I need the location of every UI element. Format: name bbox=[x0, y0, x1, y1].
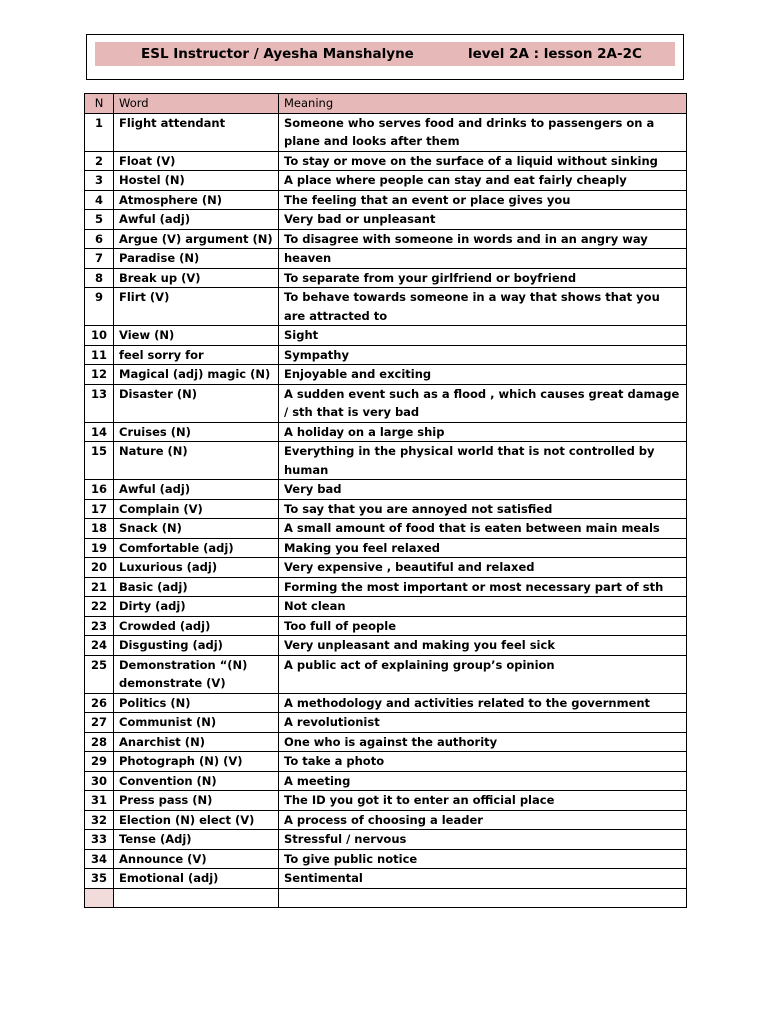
row-meaning: Stressful / nervous bbox=[279, 830, 687, 850]
row-word: Argue (V) argument (N) bbox=[114, 229, 279, 249]
row-meaning: The feeling that an event or place gives you bbox=[279, 190, 687, 210]
table-row bbox=[85, 171, 687, 191]
row-number: 18 bbox=[85, 519, 114, 539]
row-number: 26 bbox=[85, 693, 114, 713]
row-number: 11 bbox=[85, 345, 114, 365]
table-row bbox=[85, 713, 687, 733]
table-row bbox=[85, 384, 687, 422]
row-number: 9 bbox=[85, 288, 114, 326]
table-row bbox=[85, 480, 687, 500]
column-header-n: N bbox=[85, 94, 114, 114]
row-word: Awful (adj) bbox=[114, 480, 279, 500]
table-row bbox=[85, 345, 687, 365]
table-row bbox=[85, 577, 687, 597]
row-word: Paradise (N) bbox=[114, 249, 279, 269]
row-meaning: A place where people can stay and eat fairly cheaply bbox=[279, 171, 687, 191]
row-word: Photograph (N) (V) bbox=[114, 752, 279, 772]
table-row bbox=[85, 771, 687, 791]
row-meaning: To give public notice bbox=[279, 849, 687, 869]
table-row bbox=[85, 752, 687, 772]
empty-n bbox=[85, 888, 114, 908]
table-row bbox=[85, 597, 687, 617]
table-row bbox=[85, 288, 687, 326]
row-number: 5 bbox=[85, 210, 114, 230]
row-word: View (N) bbox=[114, 326, 279, 346]
row-word: Disgusting (adj) bbox=[114, 636, 279, 656]
row-word: Politics (N) bbox=[114, 693, 279, 713]
row-word: Election (N) elect (V) bbox=[114, 810, 279, 830]
header-box bbox=[86, 34, 684, 80]
row-meaning: Sentimental bbox=[279, 869, 687, 889]
row-meaning: A methodology and activities related to the government bbox=[279, 693, 687, 713]
table-row bbox=[85, 326, 687, 346]
table-row bbox=[85, 442, 687, 480]
row-word: Demonstration “(N) demonstrate (V) bbox=[114, 655, 279, 693]
table-row bbox=[85, 791, 687, 811]
row-meaning: Enjoyable and exciting bbox=[279, 365, 687, 385]
row-word: Comfortable (adj) bbox=[114, 538, 279, 558]
row-word: Cruises (N) bbox=[114, 422, 279, 442]
table-row bbox=[85, 693, 687, 713]
row-word: Basic (adj) bbox=[114, 577, 279, 597]
row-number: 7 bbox=[85, 249, 114, 269]
row-number: 17 bbox=[85, 499, 114, 519]
row-number: 16 bbox=[85, 480, 114, 500]
row-word: Magical (adj) magic (N) bbox=[114, 365, 279, 385]
row-word: Emotional (adj) bbox=[114, 869, 279, 889]
row-word: Snack (N) bbox=[114, 519, 279, 539]
row-word: Convention (N) bbox=[114, 771, 279, 791]
row-meaning: A revolutionist bbox=[279, 713, 687, 733]
row-word: feel sorry for bbox=[114, 345, 279, 365]
row-word: Flight attendant bbox=[114, 113, 279, 151]
table-row bbox=[85, 636, 687, 656]
row-number: 2 bbox=[85, 151, 114, 171]
row-number: 30 bbox=[85, 771, 114, 791]
row-number: 8 bbox=[85, 268, 114, 288]
table-row bbox=[85, 558, 687, 578]
row-number: 1 bbox=[85, 113, 114, 151]
row-meaning: Very expensive , beautiful and relaxed bbox=[279, 558, 687, 578]
row-meaning: To disagree with someone in words and in an angry way bbox=[279, 229, 687, 249]
row-meaning: To stay or move on the surface of a liquid without sinking bbox=[279, 151, 687, 171]
table-body bbox=[85, 113, 687, 908]
table-row bbox=[85, 365, 687, 385]
table-row bbox=[85, 113, 687, 151]
row-word: Flirt (V) bbox=[114, 288, 279, 326]
table-row bbox=[85, 190, 687, 210]
row-meaning: Sight bbox=[279, 326, 687, 346]
column-header-meaning: Meaning bbox=[279, 94, 687, 114]
row-word: Luxurious (adj) bbox=[114, 558, 279, 578]
row-number: 10 bbox=[85, 326, 114, 346]
row-meaning: Forming the most important or most necessary part of sth bbox=[279, 577, 687, 597]
row-number: 25 bbox=[85, 655, 114, 693]
row-number: 21 bbox=[85, 577, 114, 597]
row-number: 20 bbox=[85, 558, 114, 578]
table-row bbox=[85, 519, 687, 539]
row-word: Communist (N) bbox=[114, 713, 279, 733]
row-word: Awful (adj) bbox=[114, 210, 279, 230]
row-meaning: Someone who serves food and drinks to passengers on a plane and looks after them bbox=[279, 113, 687, 151]
table-row bbox=[85, 810, 687, 830]
table-row bbox=[85, 830, 687, 850]
row-number: 27 bbox=[85, 713, 114, 733]
row-word: Complain (V) bbox=[114, 499, 279, 519]
vocabulary-table bbox=[84, 93, 687, 908]
row-word: Anarchist (N) bbox=[114, 732, 279, 752]
table-row bbox=[85, 732, 687, 752]
row-number: 29 bbox=[85, 752, 114, 772]
level-title: level 2A : lesson 2A-2C bbox=[468, 46, 642, 62]
row-meaning: Not clean bbox=[279, 597, 687, 617]
table-header-row bbox=[85, 94, 687, 114]
row-number: 3 bbox=[85, 171, 114, 191]
row-word: Hostel (N) bbox=[114, 171, 279, 191]
table-row bbox=[85, 249, 687, 269]
row-number: 22 bbox=[85, 597, 114, 617]
table-row bbox=[85, 849, 687, 869]
row-word: Break up (V) bbox=[114, 268, 279, 288]
row-number: 19 bbox=[85, 538, 114, 558]
table-row bbox=[85, 422, 687, 442]
table-row bbox=[85, 499, 687, 519]
row-number: 14 bbox=[85, 422, 114, 442]
row-word: Disaster (N) bbox=[114, 384, 279, 422]
row-word: Announce (V) bbox=[114, 849, 279, 869]
row-word: Atmosphere (N) bbox=[114, 190, 279, 210]
row-meaning: Very bad bbox=[279, 480, 687, 500]
row-meaning: heaven bbox=[279, 249, 687, 269]
row-meaning: Sympathy bbox=[279, 345, 687, 365]
row-meaning: A sudden event such as a flood , which causes great damage / sth that is very bad bbox=[279, 384, 687, 422]
row-meaning: One who is against the authority bbox=[279, 732, 687, 752]
row-number: 13 bbox=[85, 384, 114, 422]
instructor-title: ESL Instructor / Ayesha Manshalyne bbox=[141, 46, 414, 62]
row-meaning: Everything in the physical world that is not controlled by human bbox=[279, 442, 687, 480]
row-word: Nature (N) bbox=[114, 442, 279, 480]
table-row bbox=[85, 268, 687, 288]
row-meaning: To separate from your girlfriend or boyfriend bbox=[279, 268, 687, 288]
row-word: Press pass (N) bbox=[114, 791, 279, 811]
row-number: 34 bbox=[85, 849, 114, 869]
row-meaning: A holiday on a large ship bbox=[279, 422, 687, 442]
row-number: 33 bbox=[85, 830, 114, 850]
row-meaning: Too full of people bbox=[279, 616, 687, 636]
empty-row bbox=[85, 888, 687, 908]
row-word: Dirty (adj) bbox=[114, 597, 279, 617]
row-meaning: A public act of explaining group’s opinion bbox=[279, 655, 687, 693]
row-word: Tense (Adj) bbox=[114, 830, 279, 850]
row-number: 28 bbox=[85, 732, 114, 752]
row-number: 6 bbox=[85, 229, 114, 249]
row-meaning: A meeting bbox=[279, 771, 687, 791]
row-number: 15 bbox=[85, 442, 114, 480]
header-band bbox=[95, 42, 675, 66]
row-meaning: A small amount of food that is eaten between main meals bbox=[279, 519, 687, 539]
table-row bbox=[85, 869, 687, 889]
table-row bbox=[85, 616, 687, 636]
column-header-word: Word bbox=[114, 94, 279, 114]
row-meaning: To take a photo bbox=[279, 752, 687, 772]
row-number: 24 bbox=[85, 636, 114, 656]
empty-meaning bbox=[279, 888, 687, 908]
row-meaning: Making you feel relaxed bbox=[279, 538, 687, 558]
table-row bbox=[85, 151, 687, 171]
row-meaning: Very unpleasant and making you feel sick bbox=[279, 636, 687, 656]
row-meaning: To behave towards someone in a way that shows that you are attracted to bbox=[279, 288, 687, 326]
row-meaning: The ID you got it to enter an official place bbox=[279, 791, 687, 811]
row-meaning: A process of choosing a leader bbox=[279, 810, 687, 830]
table-row bbox=[85, 538, 687, 558]
table-row bbox=[85, 229, 687, 249]
row-number: 32 bbox=[85, 810, 114, 830]
empty-word bbox=[114, 888, 279, 908]
row-number: 23 bbox=[85, 616, 114, 636]
row-meaning: To say that you are annoyed not satisfied bbox=[279, 499, 687, 519]
table-row bbox=[85, 655, 687, 693]
row-meaning: Very bad or unpleasant bbox=[279, 210, 687, 230]
table-row bbox=[85, 210, 687, 230]
row-number: 4 bbox=[85, 190, 114, 210]
row-number: 31 bbox=[85, 791, 114, 811]
row-number: 35 bbox=[85, 869, 114, 889]
row-word: Crowded (adj) bbox=[114, 616, 279, 636]
row-word: Float (V) bbox=[114, 151, 279, 171]
row-number: 12 bbox=[85, 365, 114, 385]
